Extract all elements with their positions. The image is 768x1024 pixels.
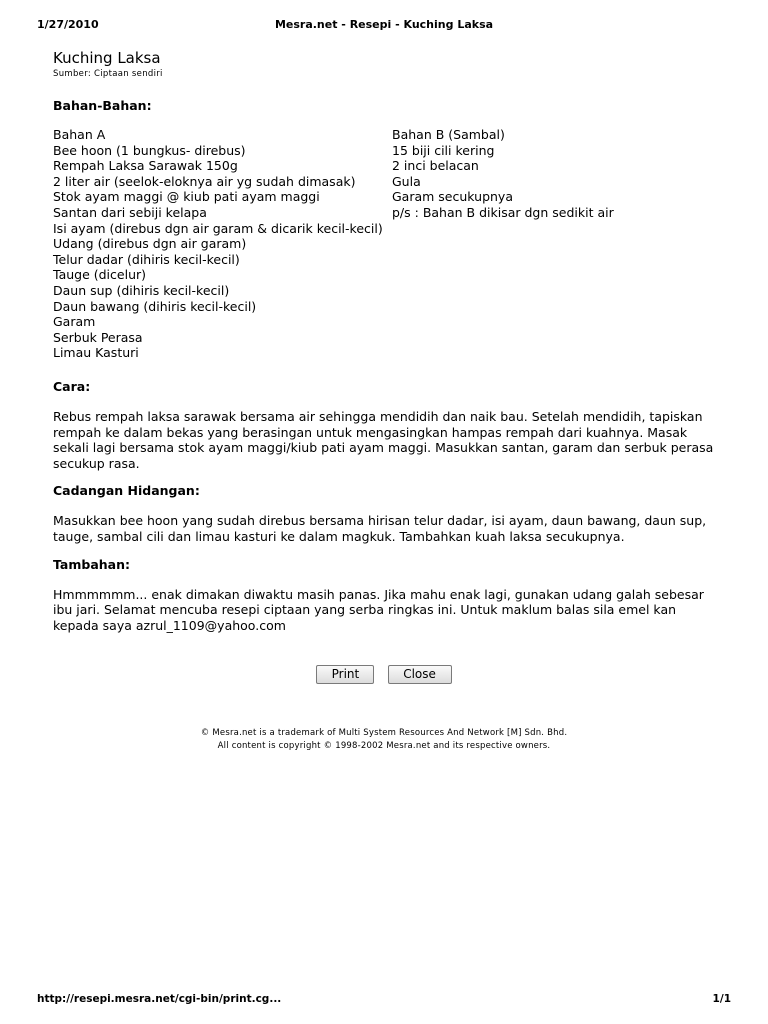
tambahan-heading: Tambahan: [53, 556, 130, 572]
close-button[interactable]: Close [388, 665, 452, 684]
ingredients-heading: Bahan-Bahan: [53, 98, 152, 113]
ingredient-line: Isi ayam (direbus dgn air garam & dicarik kecil-kecil) [53, 220, 383, 236]
ingredient-line: Stok ayam maggi @ kiub pati ayam maggi [53, 189, 320, 205]
print-page-title: Mesra.net - Resepi - Kuching Laksa [274, 18, 494, 31]
cara-text: Rebus rempah laksa sarawak bersama air sehingga mendidih dan naik bau. Setelah mendidih, tapiskan rempah ke dalam bekas yang berasingan untuk mengasingkan hampas rempah dari kuahnya. Masak sekali lagi bersama stok ayam maggi/kiub pati ayam maggi. Masukkan santan, garam dan serbuk perasa secukup rasa. [53, 409, 714, 471]
hidangan-heading: Cadangan Hidangan: [53, 483, 200, 499]
print-date: 1/27/2010 [37, 18, 99, 31]
ingredient-line: Bee hoon (1 bungkus- direbus) [53, 142, 246, 158]
button-bar [0, 663, 768, 684]
recipe-source: Sumber: Ciptaan sendiri [53, 69, 163, 79]
print-button[interactable]: Print [316, 665, 374, 684]
ingredient-line: Santan dari sebiji kelapa [53, 204, 207, 220]
ingredient-line: Daun bawang (dihiris kecil-kecil) [53, 298, 257, 314]
ingredient-line: Udang (direbus dgn air garam) [53, 236, 247, 252]
recipe-title: Kuching Laksa [53, 49, 161, 67]
ingredient-line: Gula [392, 173, 421, 189]
print-header [0, 18, 768, 34]
ingredient-line: Serbuk Perasa [53, 329, 143, 345]
ingredient-line: Garam secukupnya [392, 189, 513, 205]
ingredient-line: Bahan A [53, 127, 106, 142]
print-footer [0, 993, 768, 1009]
cara-heading: Cara: [53, 379, 91, 394]
tambahan-text: Hmmmmmm... enak dimakan diwaktu masih panas. Jika mahu enak lagi, gunakan udang galah sebesar ibu jari. Selamat mencuba resepi ciptaan yang serba ringkas ini. Untuk maklum balas sila emel kan kepada saya azrul_1109@yahoo.com [53, 586, 704, 633]
ingredient-line: Bahan B (Sambal) [392, 127, 505, 142]
ingredient-line: Tauge (dicelur) [53, 267, 147, 283]
ingredient-line: Garam [53, 314, 96, 330]
ingredients-column-a [53, 127, 391, 361]
ingredient-line: 2 inci belacan [392, 158, 479, 174]
trademark-notice: © Mesra.net is a trademark of Multi System Resources And Network [M] Sdn. Bhd. [200, 728, 568, 738]
page-number: 1/1 [712, 993, 731, 1005]
recipe-content [53, 49, 723, 633]
print-url: http://resepi.mesra.net/cgi-bin/print.cg... [37, 993, 282, 1005]
ingredient-line: p/s : Bahan B dikisar dgn sedikit air [392, 204, 614, 220]
ingredient-line: Limau Kasturi [53, 345, 139, 361]
ingredients-table [53, 127, 723, 367]
ingredient-line: 2 liter air (seelok-eloknya air yg sudah dimasak) [53, 173, 356, 189]
ingredients-column-b [392, 127, 712, 221]
ingredient-line: Daun sup (dihiris kecil-kecil) [53, 282, 230, 298]
ingredient-line: Telur dadar (dihiris kecil-kecil) [53, 251, 240, 267]
ingredient-line: 15 biji cili kering [392, 142, 495, 158]
copyright-footer [0, 727, 768, 752]
hidangan-text: Masukkan bee hoon yang sudah direbus bersama hirisan telur dadar, isi ayam, daun bawang, daun sup, tauge, sambal cili dan limau kasturi ke dalam magkuk. Tambahkan kuah laksa secukupnya. [53, 513, 707, 544]
ingredient-line: Rempah Laksa Sarawak 150g [53, 158, 238, 174]
copyright-notice: All content is copyright © 1998-2002 Mesra.net and its respective owners. [217, 740, 551, 751]
